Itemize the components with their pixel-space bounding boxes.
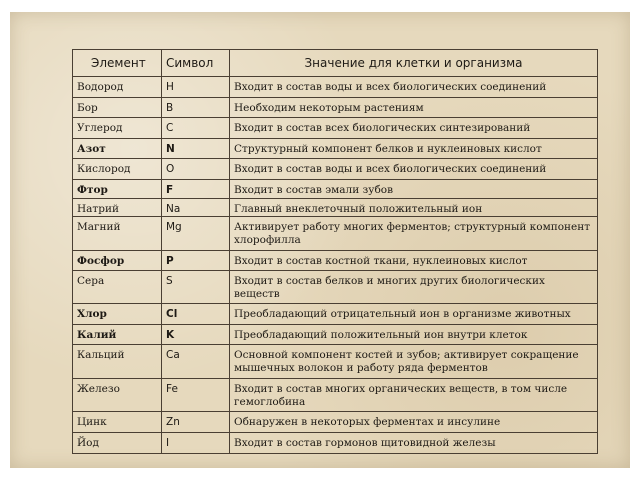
meaning-cell: Входит в состав эмали зубов [230, 180, 598, 199]
symbol-cell: Na [162, 199, 230, 217]
table-row [73, 180, 598, 199]
symbol-cell: O [162, 159, 230, 180]
table-row [73, 98, 598, 118]
table-row [73, 217, 598, 251]
symbol-cell: P [162, 251, 230, 271]
table-row [73, 345, 598, 379]
symbol-cell: Cl [162, 304, 230, 325]
table-row [73, 139, 598, 159]
slide-background [10, 12, 630, 468]
element-cell: Кальций [73, 345, 162, 379]
symbol-cell: F [162, 180, 230, 199]
meaning-cell: Входит в состав воды и всех биологических соединений [230, 77, 598, 98]
meaning-cell: Структурный компонент белков и нуклеиновых кислот [230, 139, 598, 159]
element-cell: Железо [73, 379, 162, 412]
symbol-cell: Ca [162, 345, 230, 379]
symbol-cell: Fe [162, 379, 230, 412]
table-body [73, 77, 598, 454]
meaning-cell: Активирует работу многих ферментов; структурный компонент хлорофилла [230, 217, 598, 251]
meaning-cell: Обнаружен в некоторых ферментах и инсулине [230, 412, 598, 433]
table-row [73, 325, 598, 345]
meaning-cell: Входит в состав белков и многих других биологических веществ [230, 271, 598, 304]
meaning-cell: Преобладающий отрицательный ион в организме животных [230, 304, 598, 325]
meaning-cell: Главный внеклеточный положительный ион [230, 199, 598, 217]
table-row [73, 412, 598, 433]
symbol-cell: B [162, 98, 230, 118]
element-cell: Сера [73, 271, 162, 304]
element-cell: Калий [73, 325, 162, 345]
meaning-cell: Входит в состав многих органических веществ, в том числе гемоглобина [230, 379, 598, 412]
header-symbol: Символ [162, 50, 230, 77]
meaning-cell: Необходим некоторым растениям [230, 98, 598, 118]
table-header-row [73, 50, 598, 77]
symbol-cell: N [162, 139, 230, 159]
symbol-cell: S [162, 271, 230, 304]
element-cell: Йод [73, 433, 162, 454]
table-row [73, 251, 598, 271]
element-cell: Водород [73, 77, 162, 98]
symbol-cell: C [162, 118, 230, 139]
element-cell: Фтор [73, 180, 162, 199]
symbol-cell: Zn [162, 412, 230, 433]
meaning-cell: Преобладающий положительный ион внутри клеток [230, 325, 598, 345]
element-cell: Цинк [73, 412, 162, 433]
element-cell: Хлор [73, 304, 162, 325]
elements-table [72, 49, 598, 454]
table-row [73, 159, 598, 180]
table-row [73, 118, 598, 139]
table-row [73, 199, 598, 217]
element-cell: Углерод [73, 118, 162, 139]
symbol-cell: I [162, 433, 230, 454]
symbol-cell: H [162, 77, 230, 98]
meaning-cell: Входит в состав гормонов щитовидной железы [230, 433, 598, 454]
table-row [73, 77, 598, 98]
table-row [73, 271, 598, 304]
table-row [73, 304, 598, 325]
meaning-cell: Входит в состав костной ткани, нуклеиновых кислот [230, 251, 598, 271]
header-element: Элемент [73, 50, 162, 77]
table-row [73, 379, 598, 412]
table-row [73, 433, 598, 454]
element-cell: Азот [73, 139, 162, 159]
element-cell: Натрий [73, 199, 162, 217]
symbol-cell: K [162, 325, 230, 345]
meaning-cell: Основной компонент костей и зубов; активирует сокращение мышечных волокон и работу ряда ферментов [230, 345, 598, 379]
symbol-cell: Mg [162, 217, 230, 251]
element-cell: Кислород [73, 159, 162, 180]
element-cell: Фосфор [73, 251, 162, 271]
meaning-cell: Входит в состав всех биологических синтезирований [230, 118, 598, 139]
element-cell: Магний [73, 217, 162, 251]
meaning-cell: Входит в состав воды и всех биологических соединений [230, 159, 598, 180]
header-meaning: Значение для клетки и организма [230, 50, 598, 77]
element-cell: Бор [73, 98, 162, 118]
